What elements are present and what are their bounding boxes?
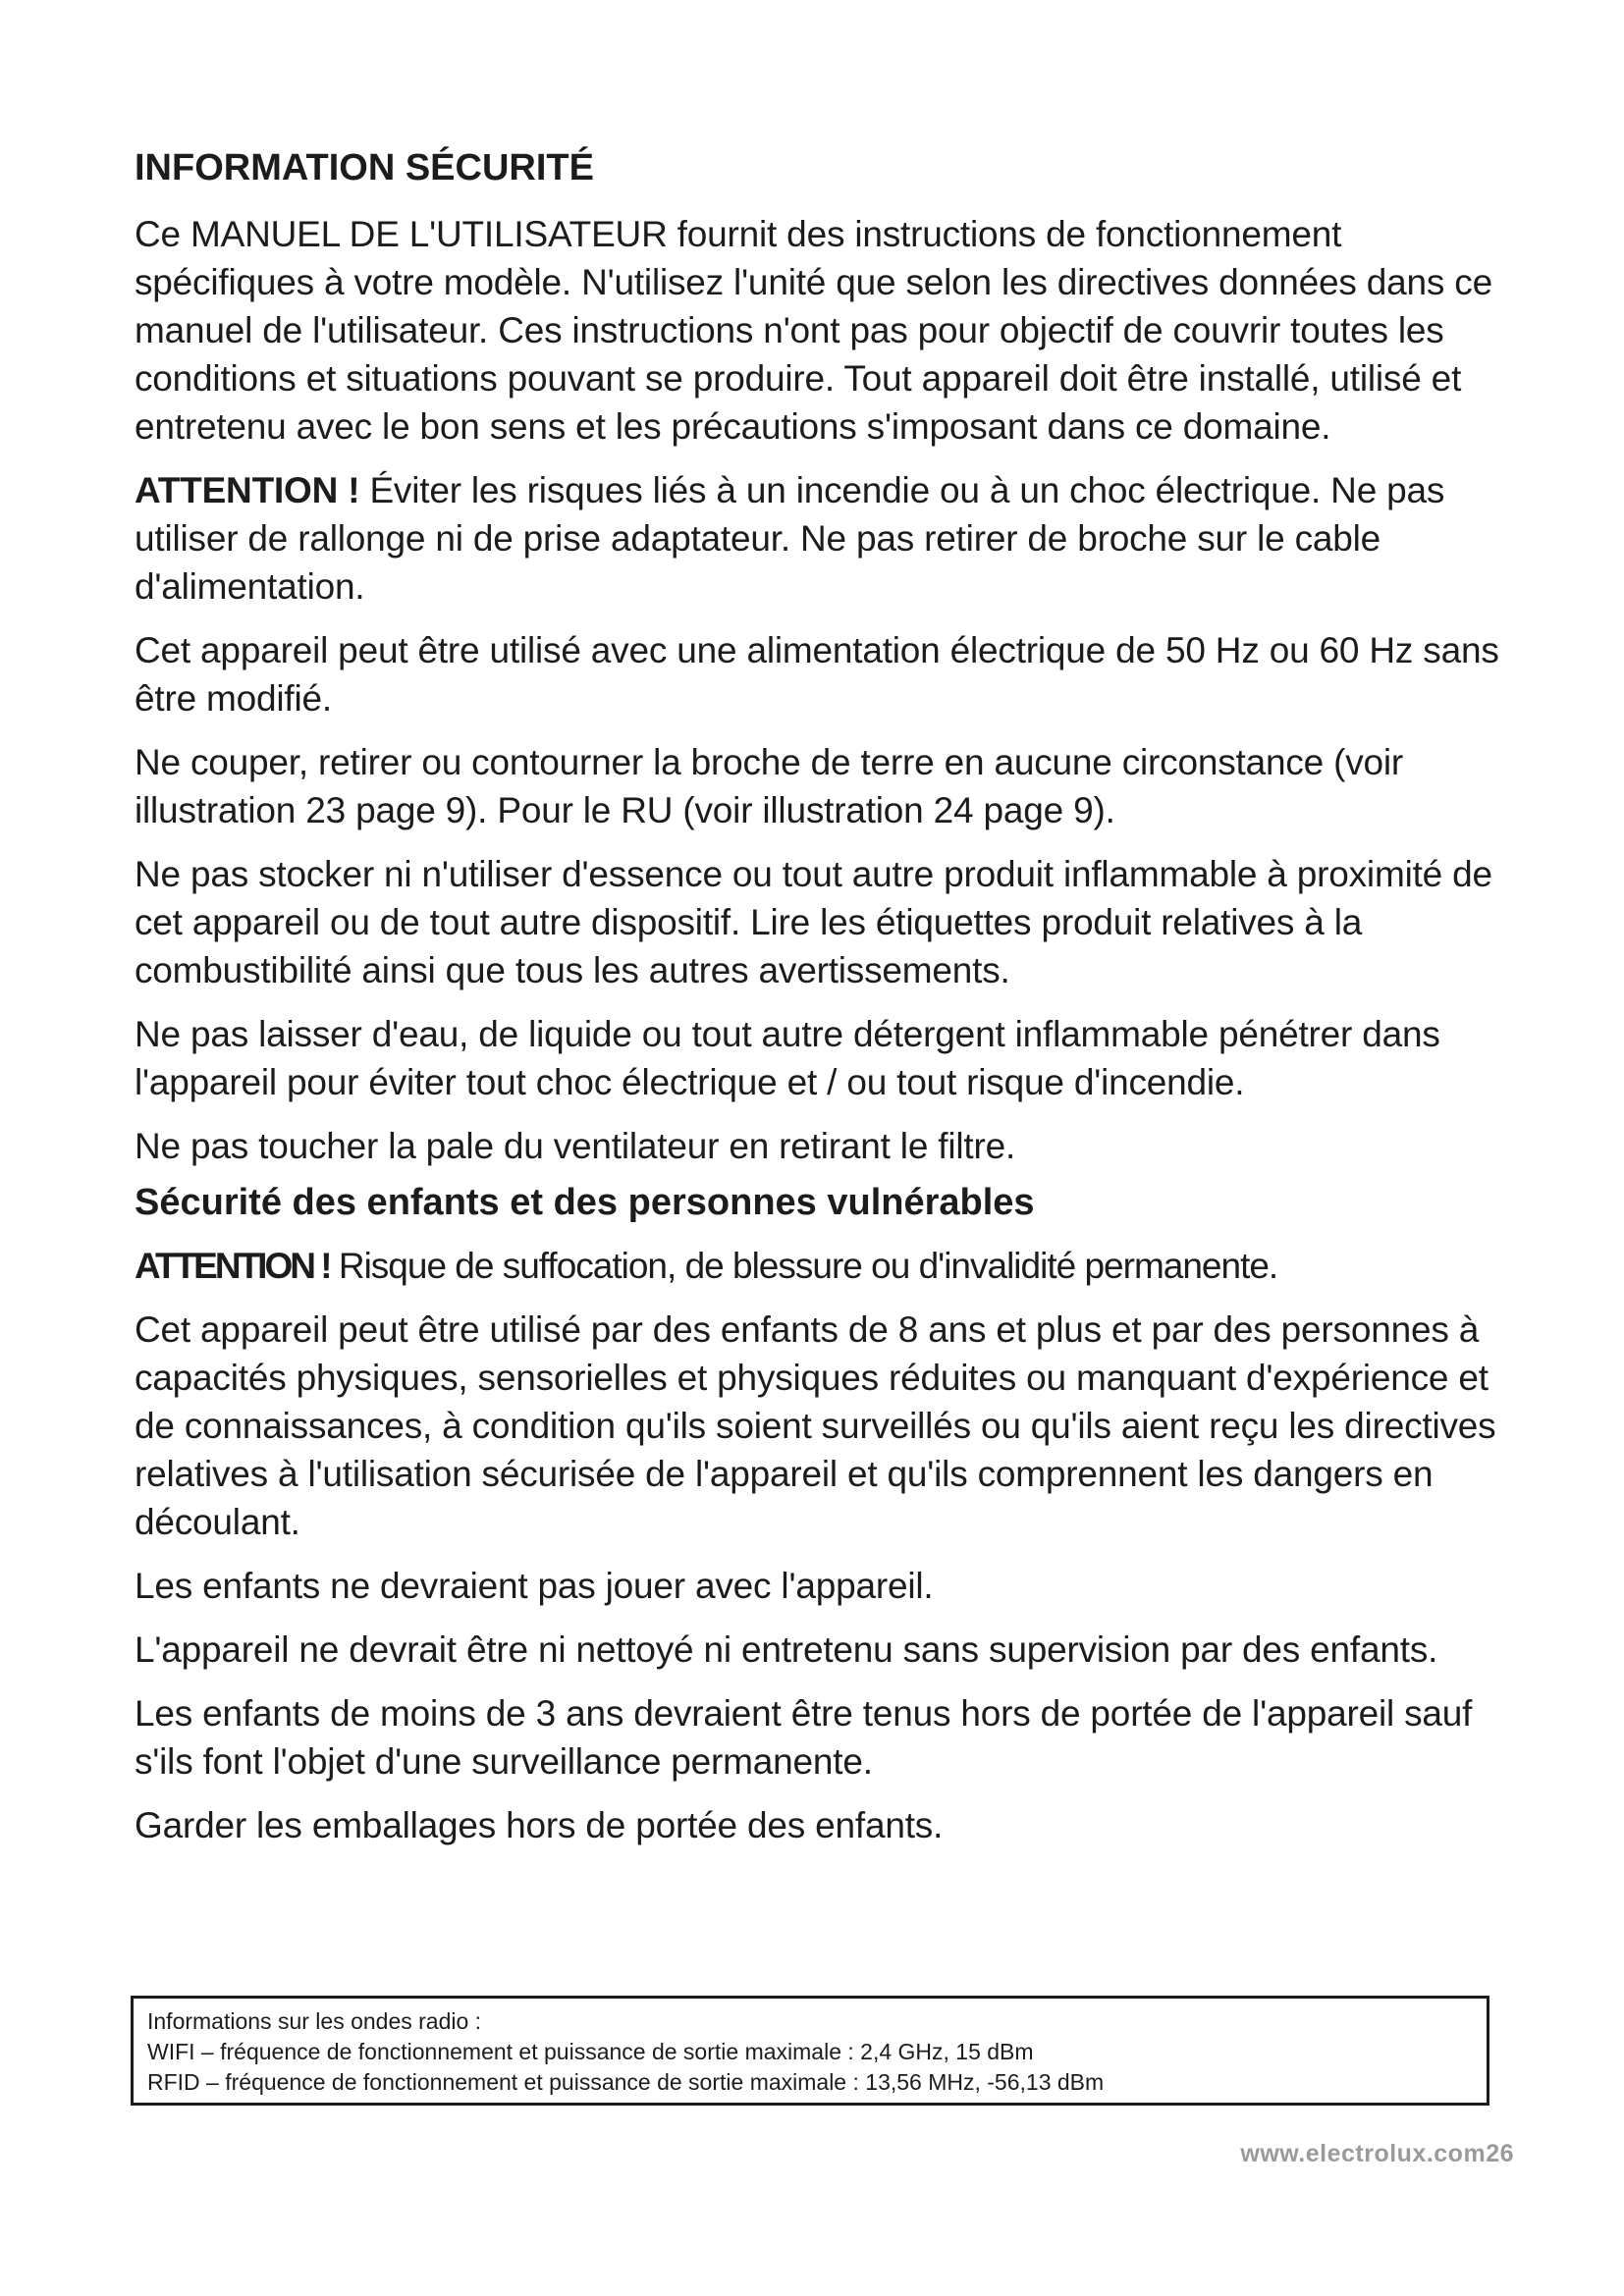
paragraph-under-three: Les enfants de moins de 3 ans devraient être tenus hors de portée de l'appareil sauf s'ils font l'objet d'une surveillance permanente. — [135, 1693, 1473, 1782]
paragraph-fire-warning — [135, 466, 1529, 611]
paragraph-cleaning-supervision: L'appareil ne devrait être ni nettoyé ni entretenu sans supervision par des enfants. — [135, 1629, 1438, 1670]
radio-info-heading: Informations sur les ondes radio : — [147, 2008, 482, 2034]
paragraph-packaging: Garder les emballages hors de portée des enfants. — [135, 1805, 944, 1845]
paragraph-flammable-storage: Ne pas stocker ni n'utiliser d'essence ou tout autre produit inflammable à proximité de cet appareil ou de tout autre dispositif. Lire les étiquettes produit relatives à la combustibilité ainsi que tous les autres avertissements. — [135, 853, 1492, 990]
warning-text: Éviter les risques liés à un incendie ou à un choc électrique. Ne pas utiliser de rallonge ni de prise adaptateur. Ne pas retirer de broche sur le cable d'alimentation. — [135, 469, 1445, 607]
page-number: 26 — [1486, 2140, 1514, 2167]
page-title: INFORMATION SÉCURITÉ — [135, 147, 594, 188]
page-footer — [1240, 2140, 1514, 2168]
paragraph-liquid-warning: Ne pas laisser d'eau, de liquide ou tout autre détergent inflammable pénétrer dans l'appareil pour éviter tout choc électrique et / ou tout risque d'incendie. — [135, 1013, 1440, 1102]
paragraph-power-supply: Cet appareil peut être utilisé avec une alimentation électrique de 50 Hz ou 60 Hz sans être modifié. — [135, 629, 1499, 719]
paragraph-children-usage: Cet appareil peut être utilisé par des enfants de 8 ans et plus et par des personnes à capacités physiques, sensorielles et physiques réduites ou manquant d'expérience et de connaissances, à condition qu'ils soient surveillés ou qu'ils aient reçu les directives relatives à l'utilisation sécurisée de l'appareil et qu'ils comprennent les dangers en découlant. — [135, 1309, 1496, 1542]
warning-label: ATTENTION ! — [135, 1246, 330, 1286]
paragraph-suffocation-warning — [135, 1242, 1529, 1290]
footer-website: www.electrolux.com — [1240, 2140, 1487, 2167]
safety-content — [135, 145, 1529, 1865]
children-safety-title: Sécurité des enfants et des personnes vulnérables — [135, 1181, 1035, 1223]
paragraph-manual-intro: Ce MANUEL DE L'UTILISATEUR fournit des instructions de fonctionnement spécifiques à votre modèle. N'utilisez l'unité que selon les directives données dans ce manuel de l'utilisateur. Ces instructions n'ont pas pour objectif de couvrir toutes les conditions et situations pouvant se produire. Tout appareil doit être installé, utilisé et entretenu avec le bon sens et les précautions s'imposant dans ce domaine. — [135, 213, 1492, 447]
warning-label: ATTENTION ! — [135, 469, 360, 510]
radio-info-box — [131, 1996, 1489, 2106]
paragraph-ground-pin: Ne couper, retirer ou contourner la broche de terre en aucune circonstance (voir illustration 23 page 9). Pour le RU (voir illustration 24 page 9). — [135, 741, 1404, 830]
radio-info-rfid: RFID – fréquence de fonctionnement et puissance de sortie maximale : 13,56 MHz, -56,13 dBm — [147, 2069, 1105, 2095]
paragraph-fan-blade: Ne pas toucher la pale du ventilateur en retirant le filtre. — [135, 1125, 1016, 1166]
paragraph-children-play: Les enfants ne devraient pas jouer avec l'appareil. — [135, 1566, 934, 1606]
warning-text: Risque de suffocation, de blessure ou d'invalidité permanente. — [329, 1246, 1278, 1286]
radio-info-wifi: WIFI – fréquence de fonctionnement et puissance de sortie maximale : 2,4 GHz, 15 dBm — [147, 2039, 1034, 2064]
